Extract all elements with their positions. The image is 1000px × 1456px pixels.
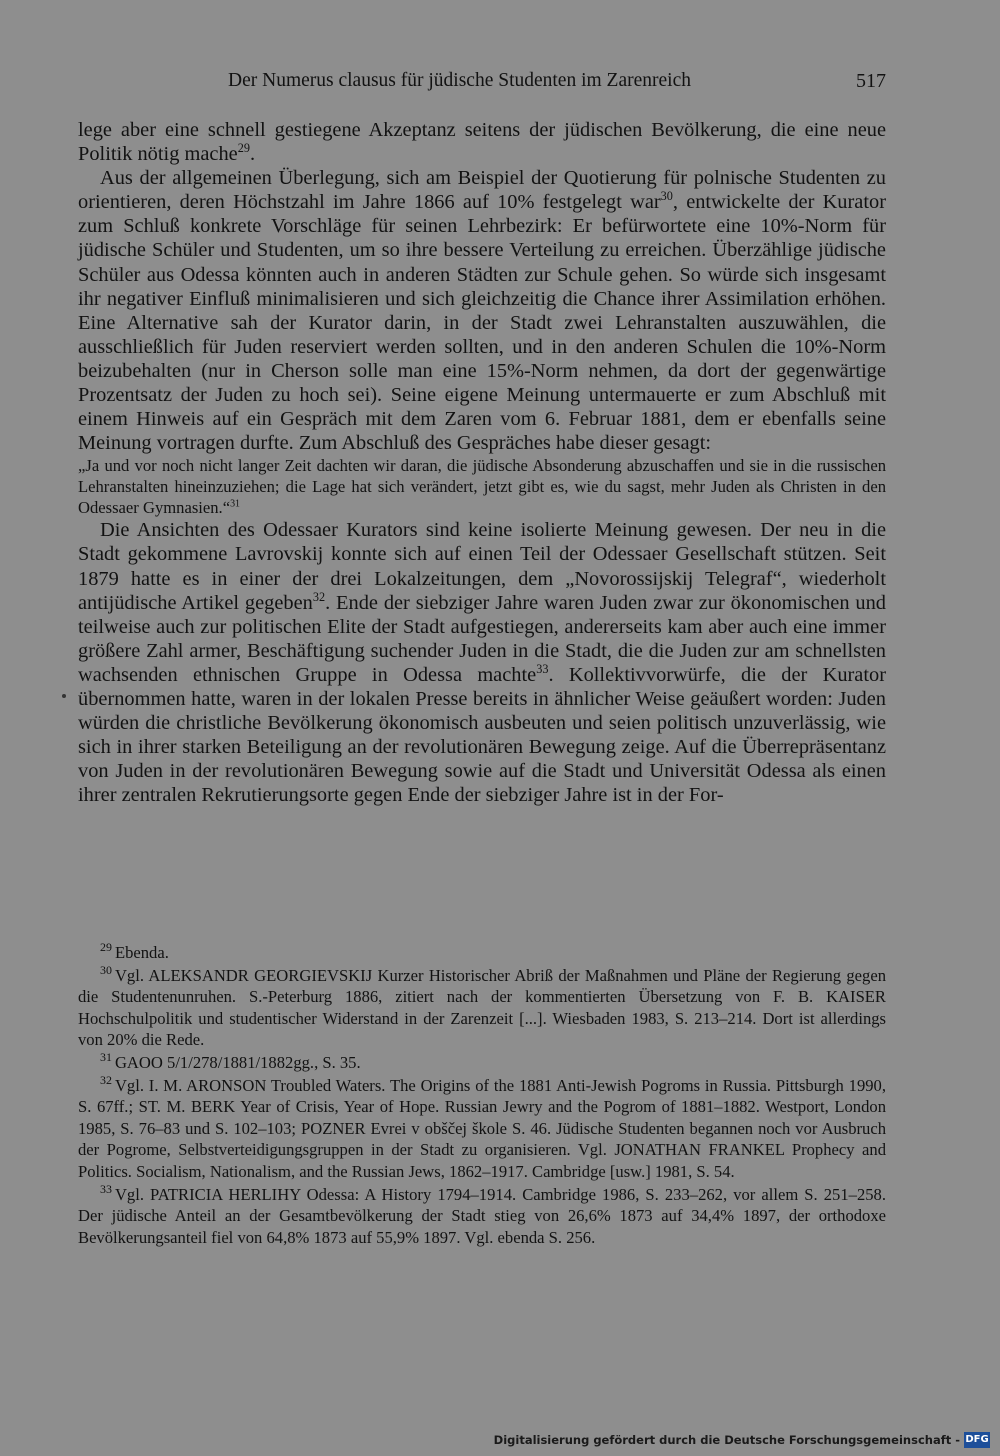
paragraph-1: lege aber eine schnell gestiegene Akzeptanz seitens der jüdischen Bevölkerung, die eine neue Politik nötig mache$^{29}$. [78, 119, 886, 166]
footnote-30: $^{30}$ Vgl. ALEKSANDR GEORGIEVSKIJ Kurzer Historischer Abriß der Maßnahmen und Pläne der Regierung gegen die Studentenunruhen. S.-Peterburg 1886, zitiert nach der kommentierten Übersetzung von F. B. KAISER Hochschulpolitik und studentischer Widerstand in der Zarenzeit [...]. Wiesbaden 1983, S. 213–214. Dort ist allerdings von 20% die Rede. [78, 963, 886, 1050]
paragraph-2: Aus der allgemeinen Überlegung, sich am Beispiel der Quotierung für polnische Studenten zu orientieren, deren Höchstzahl im Jahre 1866 auf 10% festgelegt war$^{30}$, entwickelte der Kurator zum Schluß konkrete Vorschläge für seinen Lehrbezirk: Er befürwortete eine 10%-Norm für jüdische Schüler und Studenten, um so ihre bessere Verteilung zu erreichen. Überzählige jüdische Schüler aus Odessa könnten auch in anderen Städten zur Schule gehen. So würde sich insgesamt ihr negativer Einfluß minimalisieren und sich gleichzeitig die Chance ihrer Assimilation erhöhen. Eine Alternative sah der Kurator darin, in der Stadt zwei Lehranstalten auszuwählen, die ausschließlich für Juden reserviert werden sollten, und in den anderen Schulen die 10%-Norm beizubehalten (nur in Cherson solle man eine 15%-Norm nehmen, da dort der gegenwärtige Prozentsatz der Juden zu hoch sei). Seine eigene Meinung untermauerte er zum Abschluß mit einem Hinweis auf ein Gespräch mit dem Zaren vom 6. Februar 1881, dem er ebenfalls seine Meinung vortragen durfte. Zum Abschluß des Gespräches habe dieser gesagt: [78, 167, 886, 455]
footnotes [78, 942, 886, 1249]
footnote-29: $^{29}$ Ebenda. [100, 940, 169, 962]
footnote-33: $^{33}$ Vgl. PATRICIA HERLIHY Odessa: A History 1794–1914. Cambridge 1986, S. 233–262, vor allem S. 251–258. Der jüdische Anteil an der Gesamtbevölkerung der Stadt stieg von 26,6% 1873 auf 34,4% 1897, der orthodoxe Bevölkerungsanteil fiel von 64,8% 1873 auf 55,9% 1897. Vgl. ebenda S. 256. [78, 1182, 886, 1247]
footnote-ref-29[interactable]: 29 [237, 141, 250, 156]
scan-speck [62, 694, 66, 698]
block-quote: „Ja und vor noch nicht langer Zeit dachten wir daran, die jüdische Absonderung abzuschaffen und sie in die russischen Lehranstalten hineinzuziehen; die Lage hat sich verändert, jetzt gibt es, wie du sagst, mehr Juden als Christen in den Odessaer Gymnasien.“$^{31}$ [78, 456, 886, 518]
paragraph-3: Die Ansichten des Odessaer Kurators sind keine isolierte Meinung gewesen. Der neu in die Stadt gekommene Lavrovskij konnte sich auf einen Teil der Odessaer Gesellschaft stützen. Seit 1879 hatte es in einer der drei Lokalzeitungen, dem „Novorossijskij Telegraf“, wiederholt antijüdische Artikel gegeben$^{32}$. Ende der siebziger Jahre waren Juden zwar zur ökonomischen und teilweise auch zur politischen Elite der Stadt aufgestiegen, andererseits kam aber auch eine immer größere Zahl armer, Beschäftigung suchender Juden in die Stadt, die die Juden zur am schnellsten wachsenden ethnischen Gruppe in Odessa machte$^{33}$. Kollektivvorwürfe, die der Kurator übernommen hatte, waren in der lokalen Presse bereits in ähnlicher Weise geäußert worden: Juden würden die christliche Bevölkerung ökonomisch ausbeuten und seien politisch unzuverlässig, wie sich in ihrer starken Beteiligung an der revolutionären Bewegung zeige. Auf die Überrepräsentanz von Juden in der revolutionären Bewegung sowie auf die Stadt und Universität Odessa als einen ihrer zentralen Rekrutierungsorte gegen Ende der siebziger Jahre ist in der For- [78, 519, 887, 807]
page-number: 517 [856, 70, 886, 92]
footnote-ref-32[interactable]: 32 [312, 589, 326, 604]
footnote-31: $^{31}$ GAOO 5/1/278/1881/1882gg., S. 35. [100, 1050, 361, 1072]
footnote-32: $^{32}$ Vgl. I. M. ARONSON Troubled Waters. The Origins of the 1881 Anti-Jewish Pogroms in Russia. Pittsburgh 1990, S. 67ff.; ST. M. BERK Year of Crisis, Year of Hope. Russian Jewry and the Pogrom of 1881–1882. Westport, London 1985, S. 76–83 und S. 102–103; POZNER Evrei v obščej škole S. 46. Jüdische Studenten begannen noch vor Ausbruch der Pogrome, Selbstverteidigungsgruppen in der Stadt zu organisieren. Vgl. JONATHAN FRANKEL Prophecy and Politics. Socialism, Nationalism, and the Russian Jews, 1862–1917. Cambridge [usw.] 1981, S. 54. [78, 1073, 886, 1181]
main-text [78, 118, 886, 807]
footnote-ref-31[interactable]: 31 [230, 498, 241, 510]
footnote-ref-30[interactable]: 30 [660, 189, 673, 204]
credit-text: Digitalisierung gefördert durch die Deutsche Forschungsgemeinschaft - [493, 1433, 960, 1447]
running-header [78, 64, 886, 100]
digitization-credit [494, 1430, 990, 1450]
running-title: Der Numerus clausus für jüdische Studenten im Zarenreich [228, 70, 691, 91]
footnote-ref-33[interactable]: 33 [536, 662, 549, 677]
dfg-logo-icon: DFG [964, 1432, 990, 1448]
